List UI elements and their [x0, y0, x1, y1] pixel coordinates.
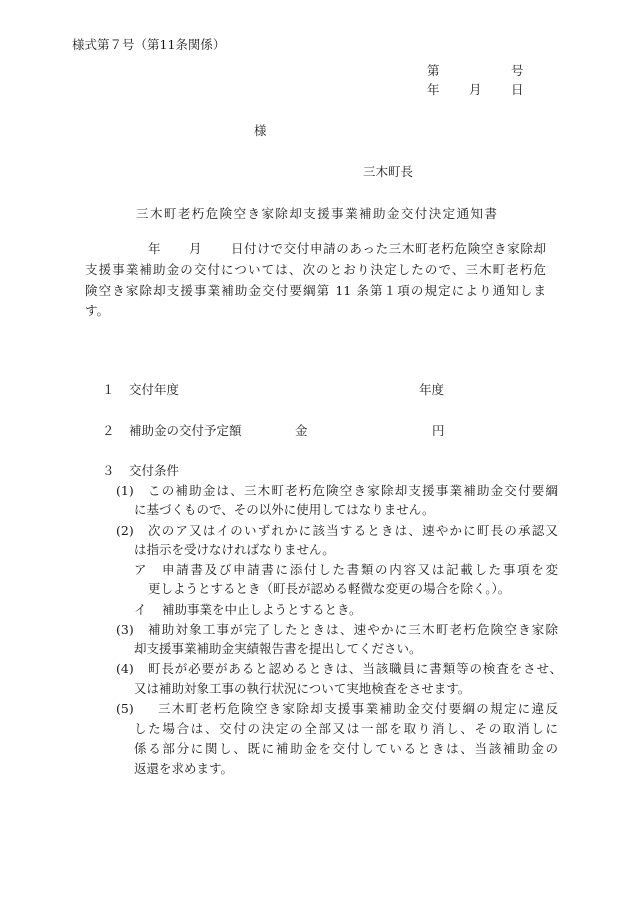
condition-5-number: (5): [116, 701, 134, 716]
condition-2-number: (2): [116, 523, 134, 538]
item-1-year-suffix: 年度: [419, 382, 445, 397]
condition-2-i-line-1: 補助事業を中止しようとするとき。: [162, 602, 362, 617]
intro-line-4: す。: [85, 303, 110, 318]
date-month-label: 月: [469, 82, 482, 97]
intro-line-3: 険空き家除却支援事業補助金交付要綱第 11 条第１項の規定により通知しま: [85, 283, 546, 298]
condition-3-line-1: 補助対象工事が完了したときは、速やかに三木町老朽危険空き家除: [148, 622, 558, 637]
item-3-label: 交付条件: [129, 463, 180, 478]
item-2-number: ２: [102, 423, 115, 438]
condition-5-line-2: した場合は、交付の決定の全部又は一部を取り消し、その取消しに: [134, 721, 558, 736]
intro-line-1: 日付けで交付申請のあった三木町老朽危険空き家除却: [231, 241, 546, 256]
condition-1-number: (1): [116, 483, 134, 498]
item-2-currency-prefix: 金: [295, 423, 308, 438]
condition-2-a-label: ア: [134, 562, 147, 577]
condition-3-number: (3): [116, 622, 134, 637]
date-year-label: 年: [427, 82, 440, 97]
document-number-prefix: 第: [427, 63, 440, 78]
condition-2-a-line-2: 更しようとするとき（町長が認める軽微な変更の場合を除く。）。: [148, 581, 511, 596]
condition-5-line-1: 三木町老朽危険空き家除却支援事業補助金交付要綱の規定に違反: [158, 701, 558, 716]
item-1-label: 交付年度: [129, 382, 180, 397]
condition-4-line-2: 又は補助対象工事の執行状況について実地検査をさせます。: [134, 681, 471, 696]
intro-year-label: 年: [148, 241, 161, 256]
condition-4-number: (4): [116, 661, 134, 676]
item-3-number: ３: [102, 463, 115, 478]
item-2-currency-suffix: 円: [432, 423, 445, 438]
condition-2-line-1: 次のア又はイのいずれかに該当するときは、速やかに町長の承認又: [148, 523, 558, 538]
condition-2-i-label: イ: [134, 602, 147, 617]
intro-month-label: 月: [189, 241, 202, 256]
condition-5-line-4: 返還を求めます。: [134, 761, 234, 776]
item-2-label: 補助金の交付予定額: [129, 423, 242, 438]
form-label: 様式第７号（第11条関係）: [72, 37, 226, 52]
condition-4-line-1: 町長が必要があると認めるときは、当該職員に書類等の検査をさせ、: [148, 661, 562, 676]
recipient-honorific: 様: [254, 123, 267, 138]
condition-1-line-2: に基づくもので、その以外に使用してはなりません。: [134, 502, 435, 517]
sender-name: 三木町長: [363, 164, 414, 179]
document-title: 三木町老朽危険空き家除却支援事業補助金交付決定通知書: [136, 206, 497, 221]
date-day-label: 日: [511, 82, 524, 97]
intro-line-2: 支援事業補助金の交付については、次のとおり決定したので、三木町老朽危: [85, 262, 546, 277]
item-1-number: １: [102, 382, 115, 397]
condition-1-line-1: この補助金は、三木町老朽危険空き家除却支援事業補助金交付要綱: [148, 483, 558, 498]
condition-2-a-line-1: 申請書及び申請書に添付した書類の内容又は記載した事項を変: [162, 562, 558, 577]
condition-3-line-2: 却支援事業補助金実績報告書を提出してください。: [134, 641, 422, 656]
condition-2-line-2: は指示を受けなければなりません。: [134, 542, 335, 557]
condition-5-line-3: 係る部分に関し、既に補助金を交付しているときは、当該補助金の: [134, 741, 558, 756]
document-number-suffix: 号: [511, 63, 524, 78]
